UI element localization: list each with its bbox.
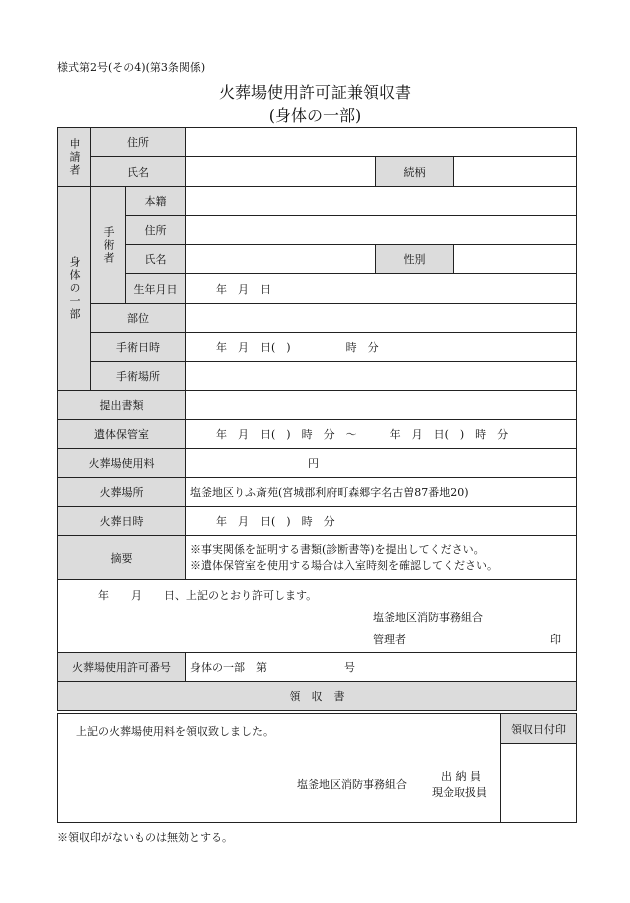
morgue-field[interactable]: 年 月 日( ) 時 分 ～ 年 月 日( ) 時 分 <box>186 420 577 449</box>
receipt-org: 塩釜地区消防事務組合 <box>297 778 407 791</box>
crematorium-label: 火葬場所 <box>58 478 186 507</box>
morgue-label: 遺体保管室 <box>58 420 186 449</box>
remarks-line-2: ※遺体保管室を使用する場合は入室時刻を確認してください。 <box>190 558 498 572</box>
surgery-datetime-field[interactable]: 年 月 日( ) 時 分 <box>186 333 577 362</box>
approval-seal: 印 <box>550 633 561 646</box>
birthdate-field[interactable]: 年 月 日 <box>186 274 577 304</box>
approval-block <box>58 580 577 653</box>
form-number: 様式第2号(その4)(第3条関係) <box>57 61 206 74</box>
receipt-officer-line-2: 現金取扱員 <box>432 786 487 799</box>
approval-manager-label: 管理者 <box>373 633 406 646</box>
applicant-name-field[interactable] <box>186 157 376 187</box>
fee-field[interactable]: 円 <box>186 449 577 478</box>
cremation-datetime-label: 火葬日時 <box>58 507 186 536</box>
applicant-address-field[interactable] <box>186 128 577 157</box>
surgery-person-name-field[interactable] <box>186 245 376 274</box>
documents-field[interactable] <box>186 391 577 420</box>
surgery-place-field[interactable] <box>186 362 577 391</box>
applicant-name-label: 氏名 <box>91 157 186 187</box>
surgery-person-address-label: 住所 <box>126 216 186 245</box>
birthdate-label: 生年月日 <box>126 274 186 304</box>
permit-number-label: 火葬場使用許可番号 <box>58 653 186 682</box>
remarks-content <box>186 536 577 580</box>
receipt-stamp-label: 領収日付印 <box>501 714 577 744</box>
body-part-label: 部位 <box>91 304 186 333</box>
fee-label: 火葬場使用料 <box>58 449 186 478</box>
surgery-place-label: 手術場所 <box>91 362 186 391</box>
remarks-label: 摘要 <box>58 536 186 580</box>
applicant-address-label: 住所 <box>91 128 186 157</box>
permit-form-table <box>57 127 577 711</box>
remarks-line-1: ※事実関係を証明する書類(診断書等)を提出してください。 <box>190 542 485 556</box>
receipt-text: 上記の火葬場使用料を領収致しました。 <box>76 725 274 738</box>
document-subtitle: (身体の一部) <box>268 106 362 125</box>
gender-field[interactable] <box>454 245 577 274</box>
footer-note: ※領収印がないものは無効とする。 <box>57 831 233 844</box>
domicile-field[interactable] <box>186 187 577 216</box>
receipt-stamp-area <box>501 744 577 823</box>
gender-label: 性別 <box>376 245 454 274</box>
approval-org: 塩釜地区消防事務組合 <box>373 611 483 624</box>
receipt-heading: 領 収 書 <box>58 682 577 711</box>
cremation-datetime-field[interactable]: 年 月 日( ) 時 分 <box>186 507 577 536</box>
surgery-person-label: 手術者 <box>91 187 126 304</box>
permit-number-field[interactable]: 身体の一部 第 号 <box>186 653 577 682</box>
crematorium-value: 塩釜地区りふ斎苑(宮城郡利府町森郷字名古曽87番地20) <box>186 478 577 507</box>
applicant-relation-label: 続柄 <box>376 157 454 187</box>
documents-label: 提出書類 <box>58 391 186 420</box>
receipt-body <box>58 714 501 823</box>
approval-text: 年 月 日、上記のとおり許可します。 <box>98 589 318 602</box>
receipt-table <box>57 713 577 823</box>
applicant-relation-field[interactable] <box>454 157 577 187</box>
surgery-datetime-label: 手術日時 <box>91 333 186 362</box>
surgery-person-address-field[interactable] <box>186 216 577 245</box>
document-title: 火葬場使用許可証兼領収書 <box>218 83 411 102</box>
body-part-field[interactable] <box>186 304 577 333</box>
surgery-person-name-label: 氏名 <box>126 245 186 274</box>
body-part-section-label: 身体の一部 <box>58 187 91 391</box>
applicant-section-label: 申請者 <box>58 128 91 187</box>
domicile-label: 本籍 <box>126 187 186 216</box>
receipt-officer-line-1: 出 納 員 <box>441 770 481 783</box>
